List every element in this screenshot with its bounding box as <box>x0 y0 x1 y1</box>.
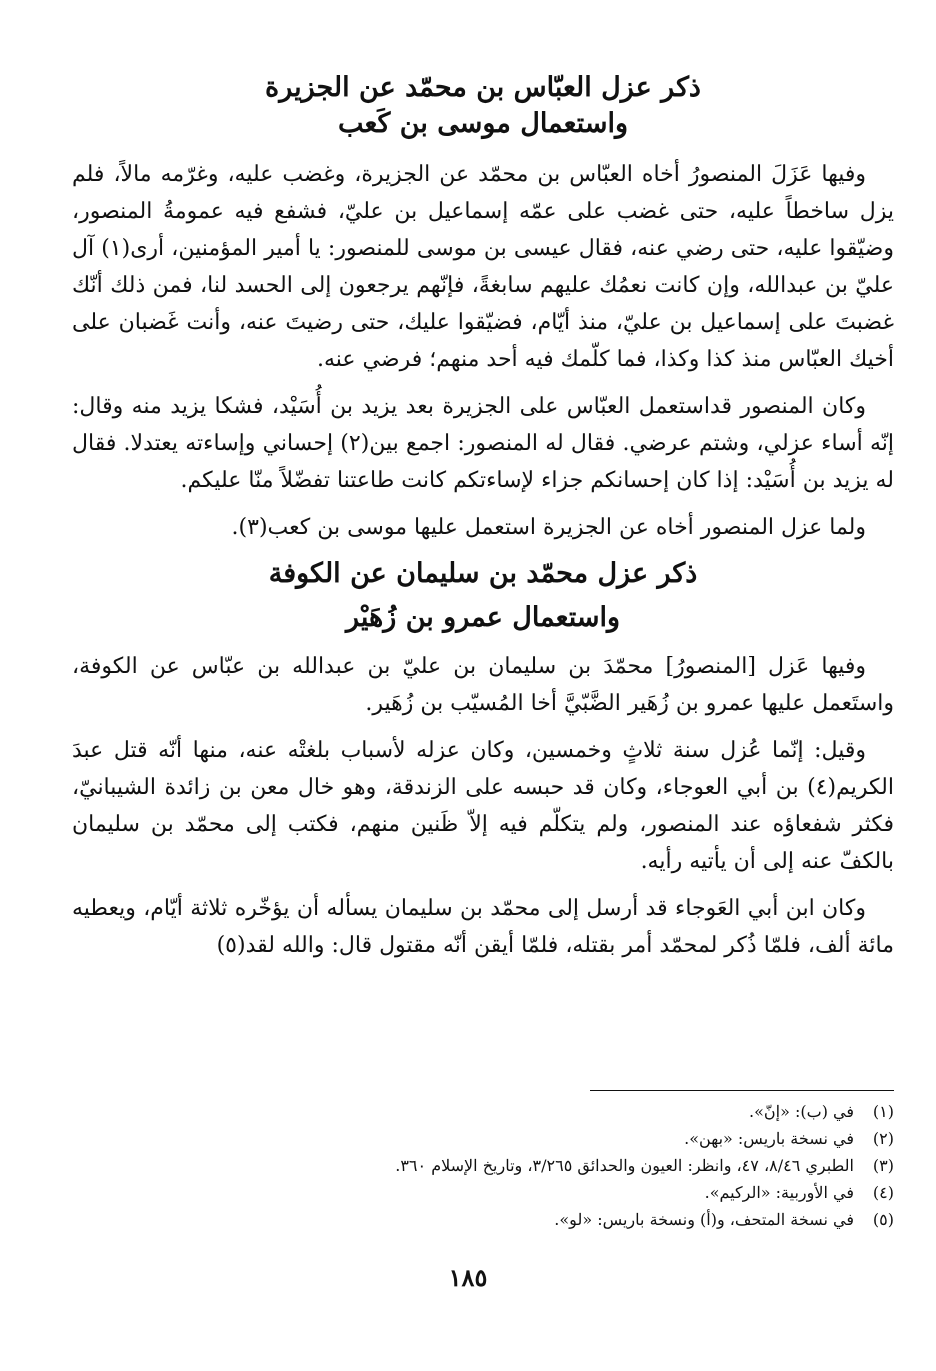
footnote-divider <box>590 1090 894 1091</box>
section-2-title-line-2: واستعمال عمرو بن زُهَيْر <box>345 602 621 633</box>
paragraph: وكان ابن أبي العَوجاء قد أرسل إلى محمّد بن سليمان يسأله أن يؤخّره ثلاثة أيّام، ويعطيه مائة ألف، فلمّا ذُكر لمحمّد أمر بقتله، فلمّا أيقن أنّه مقتول قال: والله لقد(٥) <box>72 896 894 958</box>
paragraph: وكان المنصور قداستعمل العبّاس على الجزيرة بعد يزيد بن أُسَيْد، فشكا يزيد منه وقال: إنّه أساء عزلي، وشتم عرضي. فقال له المنصور: اجمع بين(٢) إحساني وإساءته يعتدلا. فقال له يزيد بن أُسَيْد: إذا كان إحسانكم جزاء لإساءتكم كانت طاعتنا تفضّلاً منّا عليكم. <box>72 394 894 493</box>
footnote-number: (٥) <box>872 1210 894 1229</box>
footnote <box>100 1152 894 1179</box>
footnote <box>100 1125 894 1152</box>
paragraph: ولما عزل المنصور أخاه عن الجزيرة استعمل عليها موسى بن كعب(٣). <box>231 515 866 540</box>
footnote-number: (٢) <box>872 1129 894 1148</box>
footnote-text: في نسخة المتحف، و(أ) ونسخة باريس: «لو». <box>554 1210 854 1229</box>
paragraph: وفيها عَزَلَ المنصورُ أخاه العبّاس بن محمّد عن الجزيرة، وغضب عليه، وغرّمه مالاً، فلم يزل ساخطاً عليه، حتى غضب على عمّه إسماعيل بن عليّ، فشفع فيه عمومةُ المنصور، وضيّقوا عليه، حتى رضي عنه، فقال عيسى بن موسى للمنصور: يا أمير المؤمنين، أرى(١) آل عليّ بن عبدالله، وإن كانت نعمُك عليهم سابغةً، فإنّهم يرجعون إلى الحسد لنا، فمن ذلك أنّك غضبتَ على إسماعيل بن عليّ، منذ أيّام، فضيّقوا عليك، حتى رضيتَ عنه، وأنت غَضبان على أخيك العبّاس منذ كذا وكذا، فما كلّمك فيه أحد منهم؛ فرضي عنه. <box>72 162 894 372</box>
footnote-number: (٣) <box>872 1156 894 1175</box>
page-number: ١٨٥ <box>448 1263 488 1292</box>
paragraph: وقيل: إنّما عُزل سنة ثلاثٍ وخمسين، وكان عزله لأسباب بلغتْه عنه، منها أنّه قتل عبدَ الكريم(٤) بن أبي العوجاء، وكان قد حبسه على الزندقة، وهو خال معن بن زائدة الشيبانيّ، فكثر شفعاؤه عند المنصور، ولم يتكلّم فيه إلاّ ظَنين منهم، فكتب إلى محمّد بن سليمان بالكفّ عنه إلى أن يأتيه رأيه. <box>72 738 894 874</box>
section-1-title-line-1: ذكر عزل العبّاس بن محمّد عن الجزيرة <box>265 72 701 103</box>
footnote <box>100 1098 894 1125</box>
section-2-title-line-1: ذكر عزل محمّد بن سليمان عن الكوفة <box>268 558 698 589</box>
footnotes <box>100 1098 894 1233</box>
footnote-number: (٤) <box>872 1183 894 1202</box>
footnote-text: في نسخة باريس: «بهن». <box>684 1129 854 1148</box>
footnote <box>100 1206 894 1233</box>
footnote-text: في الأوربية: «الركيم». <box>704 1183 854 1202</box>
footnote-number: (١) <box>872 1102 894 1121</box>
main-text <box>72 70 894 970</box>
section-1-title-line-2: واستعمال موسى بن كَعب <box>338 108 628 139</box>
footnote-text: في (ب): «إنّ». <box>749 1102 854 1121</box>
footnote <box>100 1179 894 1206</box>
footnote-text: الطبري ٨/٤٦، ٤٧، وانظر: العيون والحدائق ٣/٢٦٥، وتاريخ الإسلام ٣٦٠. <box>395 1156 854 1175</box>
paragraph: وفيها عَزل [المنصورُ] محمّدَ بن سليمان بن عليّ بن عبدالله بن عبّاس عن الكوفة، واستَعمل عليها عمرو بن زُهَير الضَّبّيَّ أخا المُسيّب بن زُهَير. <box>72 654 894 716</box>
